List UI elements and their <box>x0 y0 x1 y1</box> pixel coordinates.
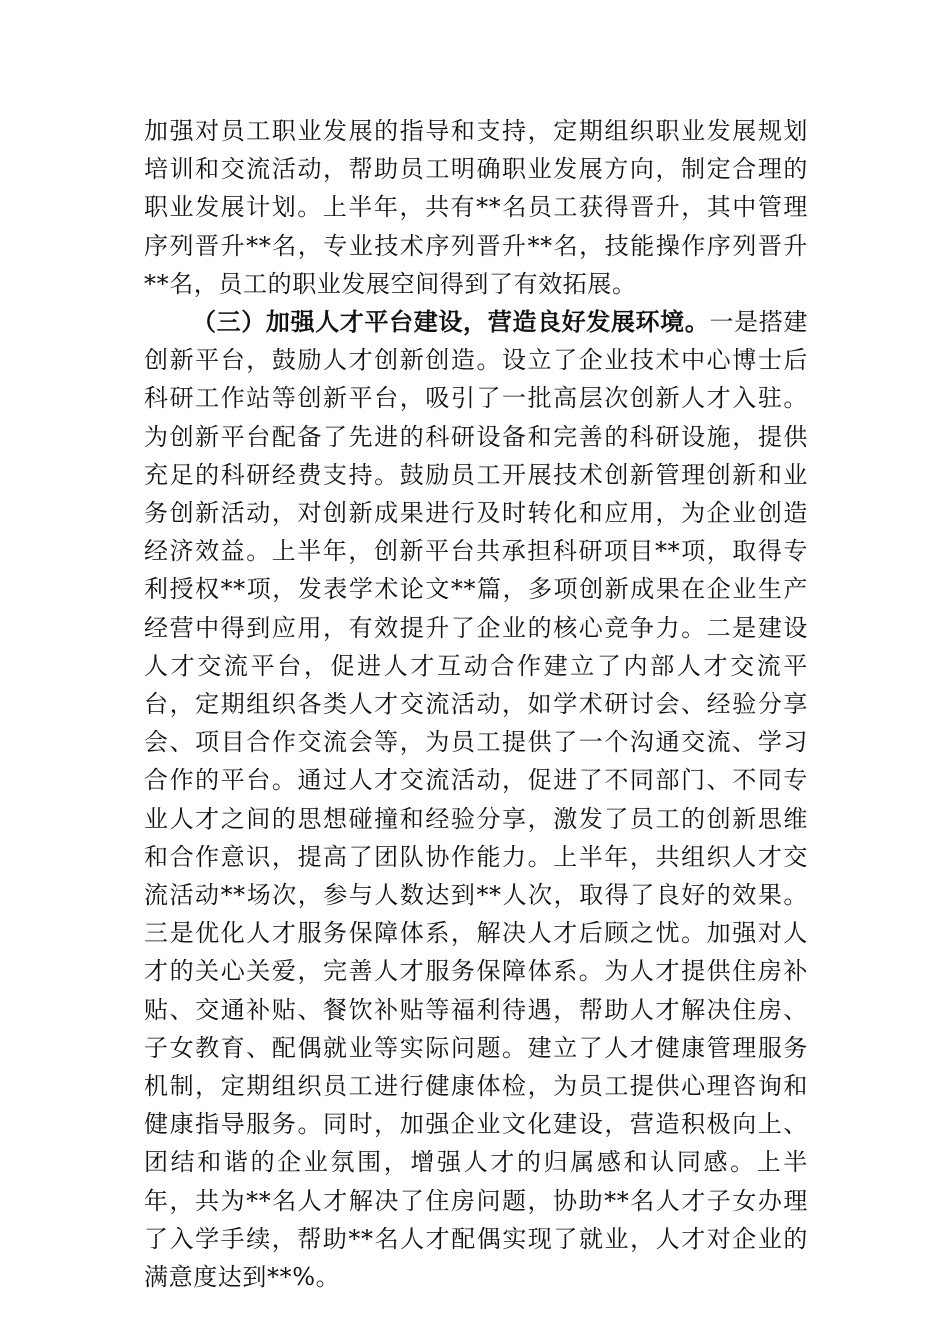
paragraph-talent-platform <box>144 303 808 1296</box>
paragraph-text: 加强对员工职业发展的指导和支持，定期组织职业发展规划培训和交流活动，帮助员工明确职业发展方向，制定合理的职业发展计划。上半年，共有**名员工获得晋升，其中管理序列晋升**名，专业技术序列晋升**名，技能操作序列晋升**名，员工的职业发展空间得到了有效拓展。 <box>144 117 808 298</box>
paragraph-text: 一是搭建创新平台，鼓励人才创新创造。设立了企业技术中心博士后科研工作站等创新平台，吸引了一批高层次创新人才入驻。为创新平台配备了先进的科研设备和完善的科研设施，提供充足的科研经费支持。鼓励员工开展技术创新管理创新和业务创新活动，对创新成果进行及时转化和应用，为企业创造经济效益。上半年，创新平台共承担科研项目**项，取得专利授权**项，发表学术论文**篇，多项创新成果在企业生产经营中得到应用，有效提升了企业的核心竞争力。二是建设人才交流平台，促进人才互动合作建立了内部人才交流平台，定期组织各类人才交流活动，如学术研讨会、经验分享会、项目合作交流会等，为员工提供了一个沟通交流、学习合作的平台。通过人才交流活动，促进了不同部门、不同专业人才之间的思想碰撞和经验分享，激发了员工的创新思维和合作意识，提高了团队协作能力。上半年，共组织人才交流活动**场次，参与人数达到**人次，取得了良好的效果。三是优化人才服务保障体系，解决人才后顾之忧。加强对人才的关心关爱，完善人才服务保障体系。为人才提供住房补贴、交通补贴、餐饮补贴等福利待遇，帮助人才解决住房、子女教育、配偶就业等实际问题。建立了人才健康管理服务机制，定期组织员工进行健康体检，为员工提供心理咨询和健康指导服务。同时，加强企业文化建设，营造积极向上、团结和谐的企业氛围，增强人才的归属感和认同感。上半年，共为**名人才解决了住房问题，协助**名人才子女办理了入学手续，帮助**名人才配偶实现了就业，人才对企业的满意度达到**%。 <box>144 308 808 1292</box>
paragraph-career-development <box>144 112 808 303</box>
document-body <box>144 112 808 1296</box>
section-heading: （三）加强人才平台建设，营造良好发展环境。 <box>192 307 710 337</box>
